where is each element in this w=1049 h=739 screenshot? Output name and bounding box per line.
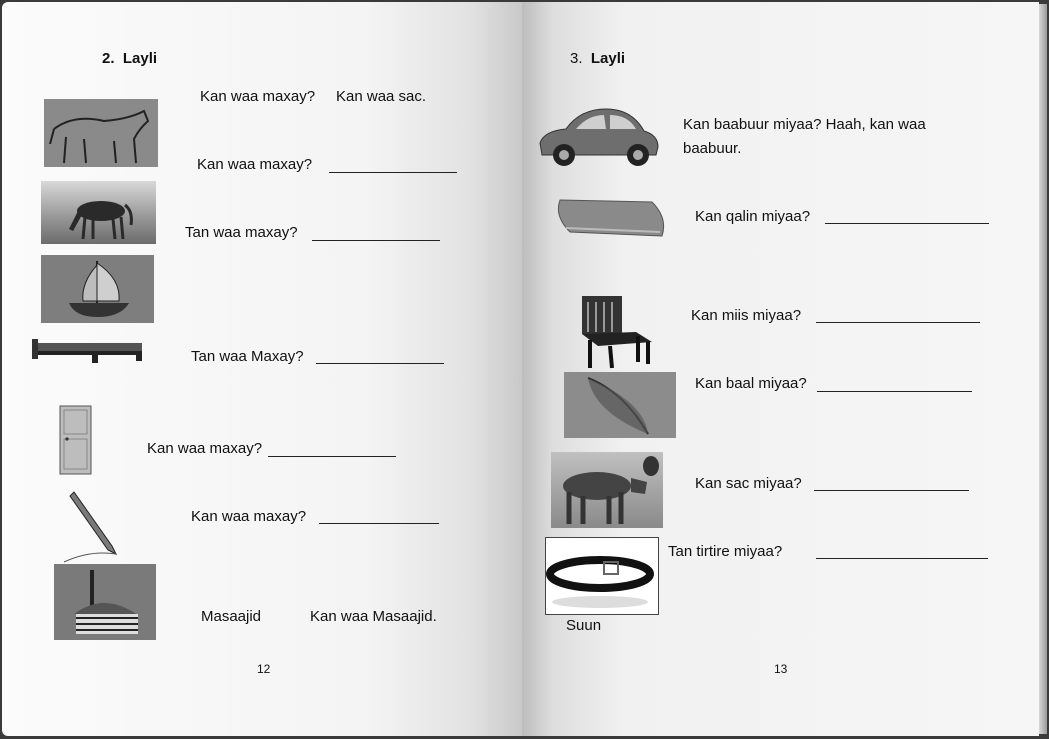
belt-caption: Suun [566, 617, 602, 634]
exercise-heading-right [570, 50, 625, 67]
door-image [59, 405, 92, 475]
question-r3: Kan baal miyaa? [695, 375, 807, 392]
page-edge [1039, 4, 1047, 734]
horse-image [41, 181, 156, 244]
example-answer: Kan waa sac. [336, 88, 427, 105]
question-r5: Tan tirtire miyaa? [668, 543, 783, 560]
bed-image [30, 335, 146, 365]
answer-line-3[interactable] [316, 363, 444, 364]
answer-line-r5[interactable] [816, 558, 988, 559]
answer-line-r3[interactable] [817, 391, 972, 392]
answer-line-5[interactable] [319, 523, 439, 524]
question-2: Tan waa maxay? [185, 224, 298, 241]
question-r4: Kan sac miyaa? [695, 475, 802, 492]
example-question: Kan waa maxay? [200, 88, 316, 105]
exercise-heading-left [102, 50, 157, 67]
page-number-left: 12 [257, 662, 271, 676]
eraser-image [552, 192, 672, 248]
last-word: Masaajid [201, 608, 262, 625]
question-r1: Kan qalin miyaa? [695, 208, 811, 225]
cow-image [551, 452, 663, 528]
question-5: Kan waa maxay? [191, 508, 307, 525]
answer-line-r1[interactable] [825, 223, 989, 224]
right-page [522, 2, 1039, 736]
answer-line-r4[interactable] [814, 490, 969, 491]
question-1: Kan waa maxay? [197, 156, 313, 173]
last-answer: Kan waa Masaajid. [310, 608, 437, 625]
page-number-right: 13 [774, 662, 788, 676]
exercise-title: Layli [122, 50, 158, 67]
exercise-number: 3. [570, 50, 583, 67]
mosque-image [54, 564, 156, 640]
answer-line-2[interactable] [312, 240, 440, 241]
example-question: Kan baabuur miyaa? Haah, kan waa [683, 116, 926, 133]
answer-line-r2[interactable] [816, 322, 980, 323]
boat-image [41, 255, 154, 323]
left-page [2, 2, 522, 736]
example-answer: baabuur. [683, 140, 742, 157]
exercise-number: 2. [102, 50, 115, 67]
question-3: Tan waa Maxay? [191, 348, 304, 365]
chair-image [576, 292, 656, 370]
question-4: Kan waa maxay? [147, 440, 263, 457]
pen-image [60, 488, 122, 564]
answer-line-4[interactable] [268, 456, 396, 457]
answer-line-1[interactable] [329, 172, 457, 173]
belt-image [545, 537, 659, 615]
exercise-title: Layli [590, 50, 626, 67]
question-r2: Kan miis miyaa? [691, 307, 802, 324]
cow-sketch-image [44, 99, 158, 167]
feather-image [564, 372, 676, 438]
car-image [536, 103, 662, 169]
